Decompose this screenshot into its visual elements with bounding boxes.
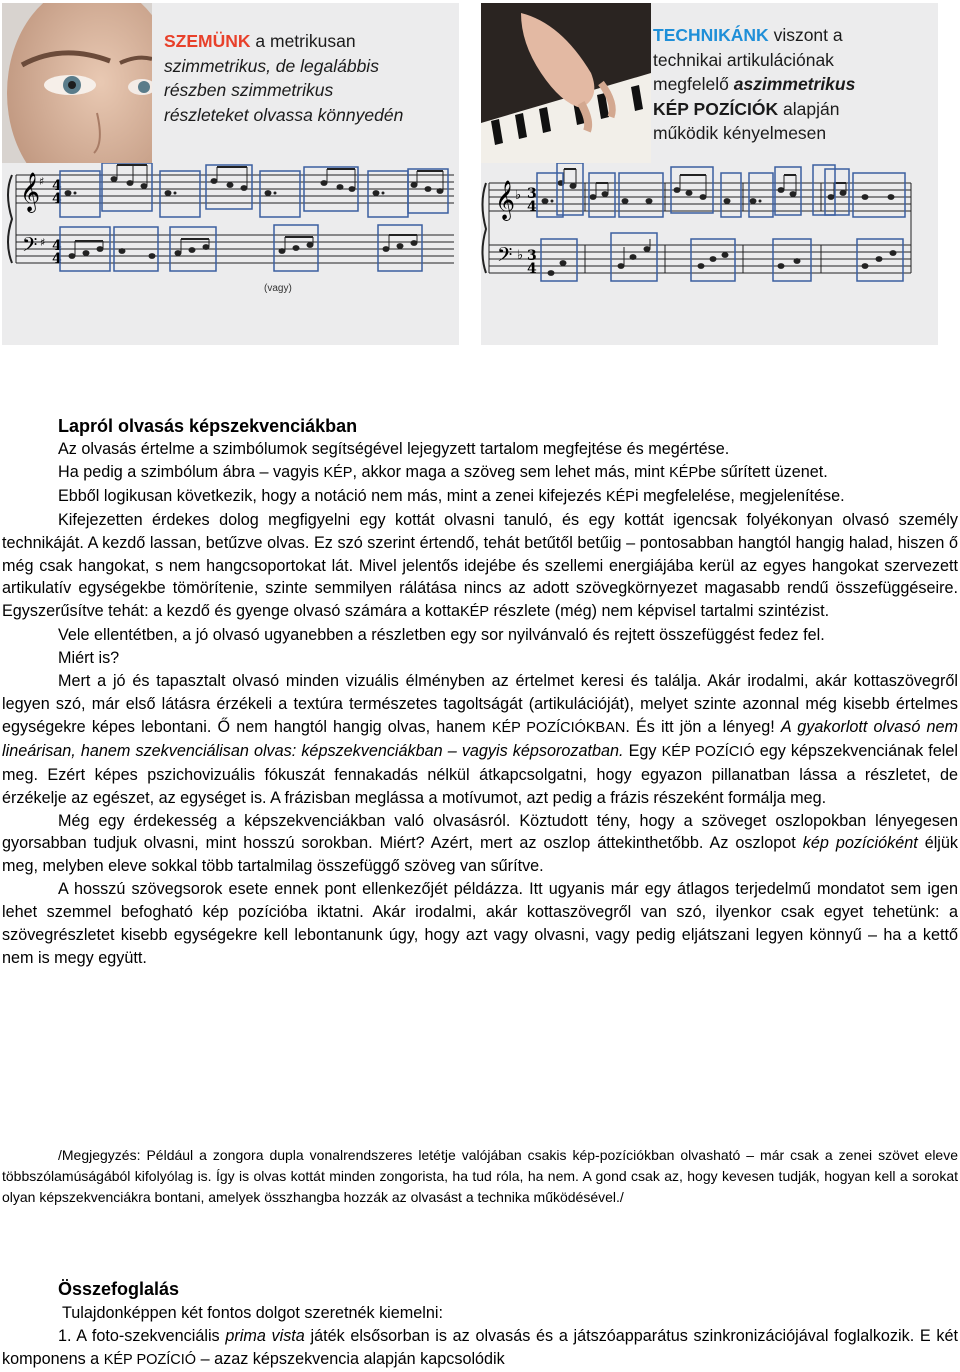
paragraph: Ha pedig a szimbólum ábra – vagyis KÉP, akkor maga a szöveg sem lehet más, mint KÉPbe sűrített üzenet. [58,462,828,481]
piano-hands-photo [481,3,651,163]
svg-text:𝄞: 𝄞 [495,180,516,220]
caption-keyword-technique: TECHNIKÁNK [653,25,769,45]
paragraph: Még egy érdekesség a képszekvenciákban való olvasásról. Köztudott tény, hogy a szöveget oszlopokban lényegesen gyorsabban tudjuk olvasni, mint hosszú sorokban. Miért? Azért, mert az oszlop áttekinthetőbb. Az oszlopot kép pozícióként éljük meg, melyben eleve sokkal több tartalmilag összefüggő szöveg van sűrítve. [2,811,958,876]
svg-text:4: 4 [52,251,62,267]
figure-right-panel [481,3,938,345]
summary-item-1: 1. A foto-szekvenciális prima vista játék elsősorban is az olvasás és a játszóapparátus szinkronizációjával foglalkozik. E két komponens a KÉP POZÍCIÓ – azaz képszekvencia alapján kapcsolódik [2,1326,958,1368]
figure-left-panel [2,3,459,345]
note-text: /Megjegyzés: Például a zongora dupla vonalrendszeres letétje valójában csakis kép-pozíciókban olvasható – már csak a zenei szövet eleve többszólamúságából kifolyólag is. Így is olvas kottát minden zongorista, ha tud róla, ha nem. A gond csak az, hogy kevesen tudják, hogyan kell a sorokat olyan képszekvenciákra bontani, amelyek összhangba hozzák az olvasást a technika működésével./ [2,1147,958,1205]
paragraph: Kifejezetten érdekes dolog megfigyelni egy kottát olvasni tanuló, és egy kottát igencsak folyékonyan olvasó személy technikáját. A kezdő lassan, betűzve olvas. Ez szó szerint értendő, tehát betűtől betűig – pontosabban hangtól hangig halad, hiszen ő még csak hangokat, s nem hangcsoportokat lát. Mivel jelentős idejébe és szellemi energiájába kerül az egyes hangokat szervezett artikulatív egységekbe tömörítenie, szinte semmilyen rálátása nincs az adott szövegkörnyezet magasabb rendű összefüggéseire. Egyszerűsítve tehát: a kezdő és gyenge olvasó számára a kottaKÉP részlete (még) nem képvisel tartalmi szintézist. [2,510,958,621]
svg-text:𝄞: 𝄞 [20,172,41,212]
svg-text:4: 4 [527,199,537,215]
svg-text:4: 4 [52,191,62,207]
article-heading: Lapról olvasás képszekvenciákban [58,416,358,436]
caption-keyword-eye: SZEMÜNK [164,31,251,51]
svg-text:3: 3 [527,248,537,264]
eye-photo [2,3,152,163]
paragraph: Ebből logikusan következik, hogy a notáció nem más, mint a zenei kifejezés KÉPi megfelelése, megjelenítése. [58,486,845,505]
paragraph: Mert a jó és tapasztalt olvasó minden vizuális élményben az értelmet keresi és találja. Akár irodalmi, akár kottaszövegről legyen szó, már első látásra érzékeli a textúra természetes tagoltságát (artikulációját), melyet szinte azonnal még kisebb értelmes egységekre képes lebontani. Ő nem hangtól hangig olvas, hanem KÉP POZÍCIÓKBAN. És itt jön a lényeg! A gyakorlott olvasó nem lineárisan, hanem szekvenciálisan olvas: képszekvenciákban – vagyis képsorozatban. Egy KÉP POZÍCIÓ egy képszekvenciának felel meg. Ezért képes pszichovizuális fókuszát fennakadás nélkül átkapcsolgatni, hogy egyazon pillanatban lássa a részletet, de érzékelje az egészet, az egységet is. A frázisban meglássa a motívumot, azt pedig a frázis részeként formálja meg. [2,672,958,807]
paragraph: Vele ellentétben, a jó olvasó ugyanebben a részletben egy sor nyilvánvaló és rejtett összefüggést fedez fel. [58,626,825,645]
svg-text:♭: ♭ [515,188,522,203]
svg-text:♯: ♯ [40,236,46,249]
right-caption: TECHNIKÁNK viszont a technikai artikulációnak megfelelő aszimmetrikus KÉP POZÍCIÓK alapján működik kényelmesen [653,25,856,143]
paragraph: Az olvasás értelme a szimbólumok segítségével lejegyzett tartalom megfejtése és megértése. [58,440,730,458]
summary-section [2,1276,958,1372]
footnote [2,1145,958,1208]
left-score-figure [2,163,459,293]
svg-text:♯: ♯ [39,175,45,188]
svg-text:𝄢: 𝄢 [22,233,38,261]
paragraph: A hosszú szövegsorok esete ennek pont ellenkezőjét példázza. Itt ugyanis már egy átlagos terjedelmű mondatot sem igen lehet szemmel befogható kép pozícióba iktatni. Akár irodalmi, akár kottaszövegről van szó, ilyenkor csak egyet tehetünk: a szövegrészletet kisebb egységekre kell lebontanunk úgy, hogy azt vagy olvasni, vagy pedig eljátszani legyen könnyű – ha a kettő nem is megy együtt. [2,880,958,967]
svg-text:4: 4 [52,238,62,254]
svg-text:4: 4 [52,178,62,194]
summary-heading: Összefoglalás [58,1279,180,1299]
summary-intro: Tulajdonképpen két fontos dolgot szeretnék kiemelni: [62,1304,443,1322]
article-body [2,414,958,970]
right-score-figure [481,163,938,293]
svg-text:3: 3 [527,186,537,202]
svg-text:♭: ♭ [517,248,524,263]
svg-text:𝄢: 𝄢 [497,243,513,271]
svg-text:4: 4 [527,261,537,277]
vagy-label: (vagy) [264,283,292,294]
paragraph: Miért is? [58,649,120,668]
left-caption: SZEMÜNK a metrikusan szimmetrikus, de legalábbis részben szimmetrikus részleteket olvassa könnyedén [164,31,404,125]
